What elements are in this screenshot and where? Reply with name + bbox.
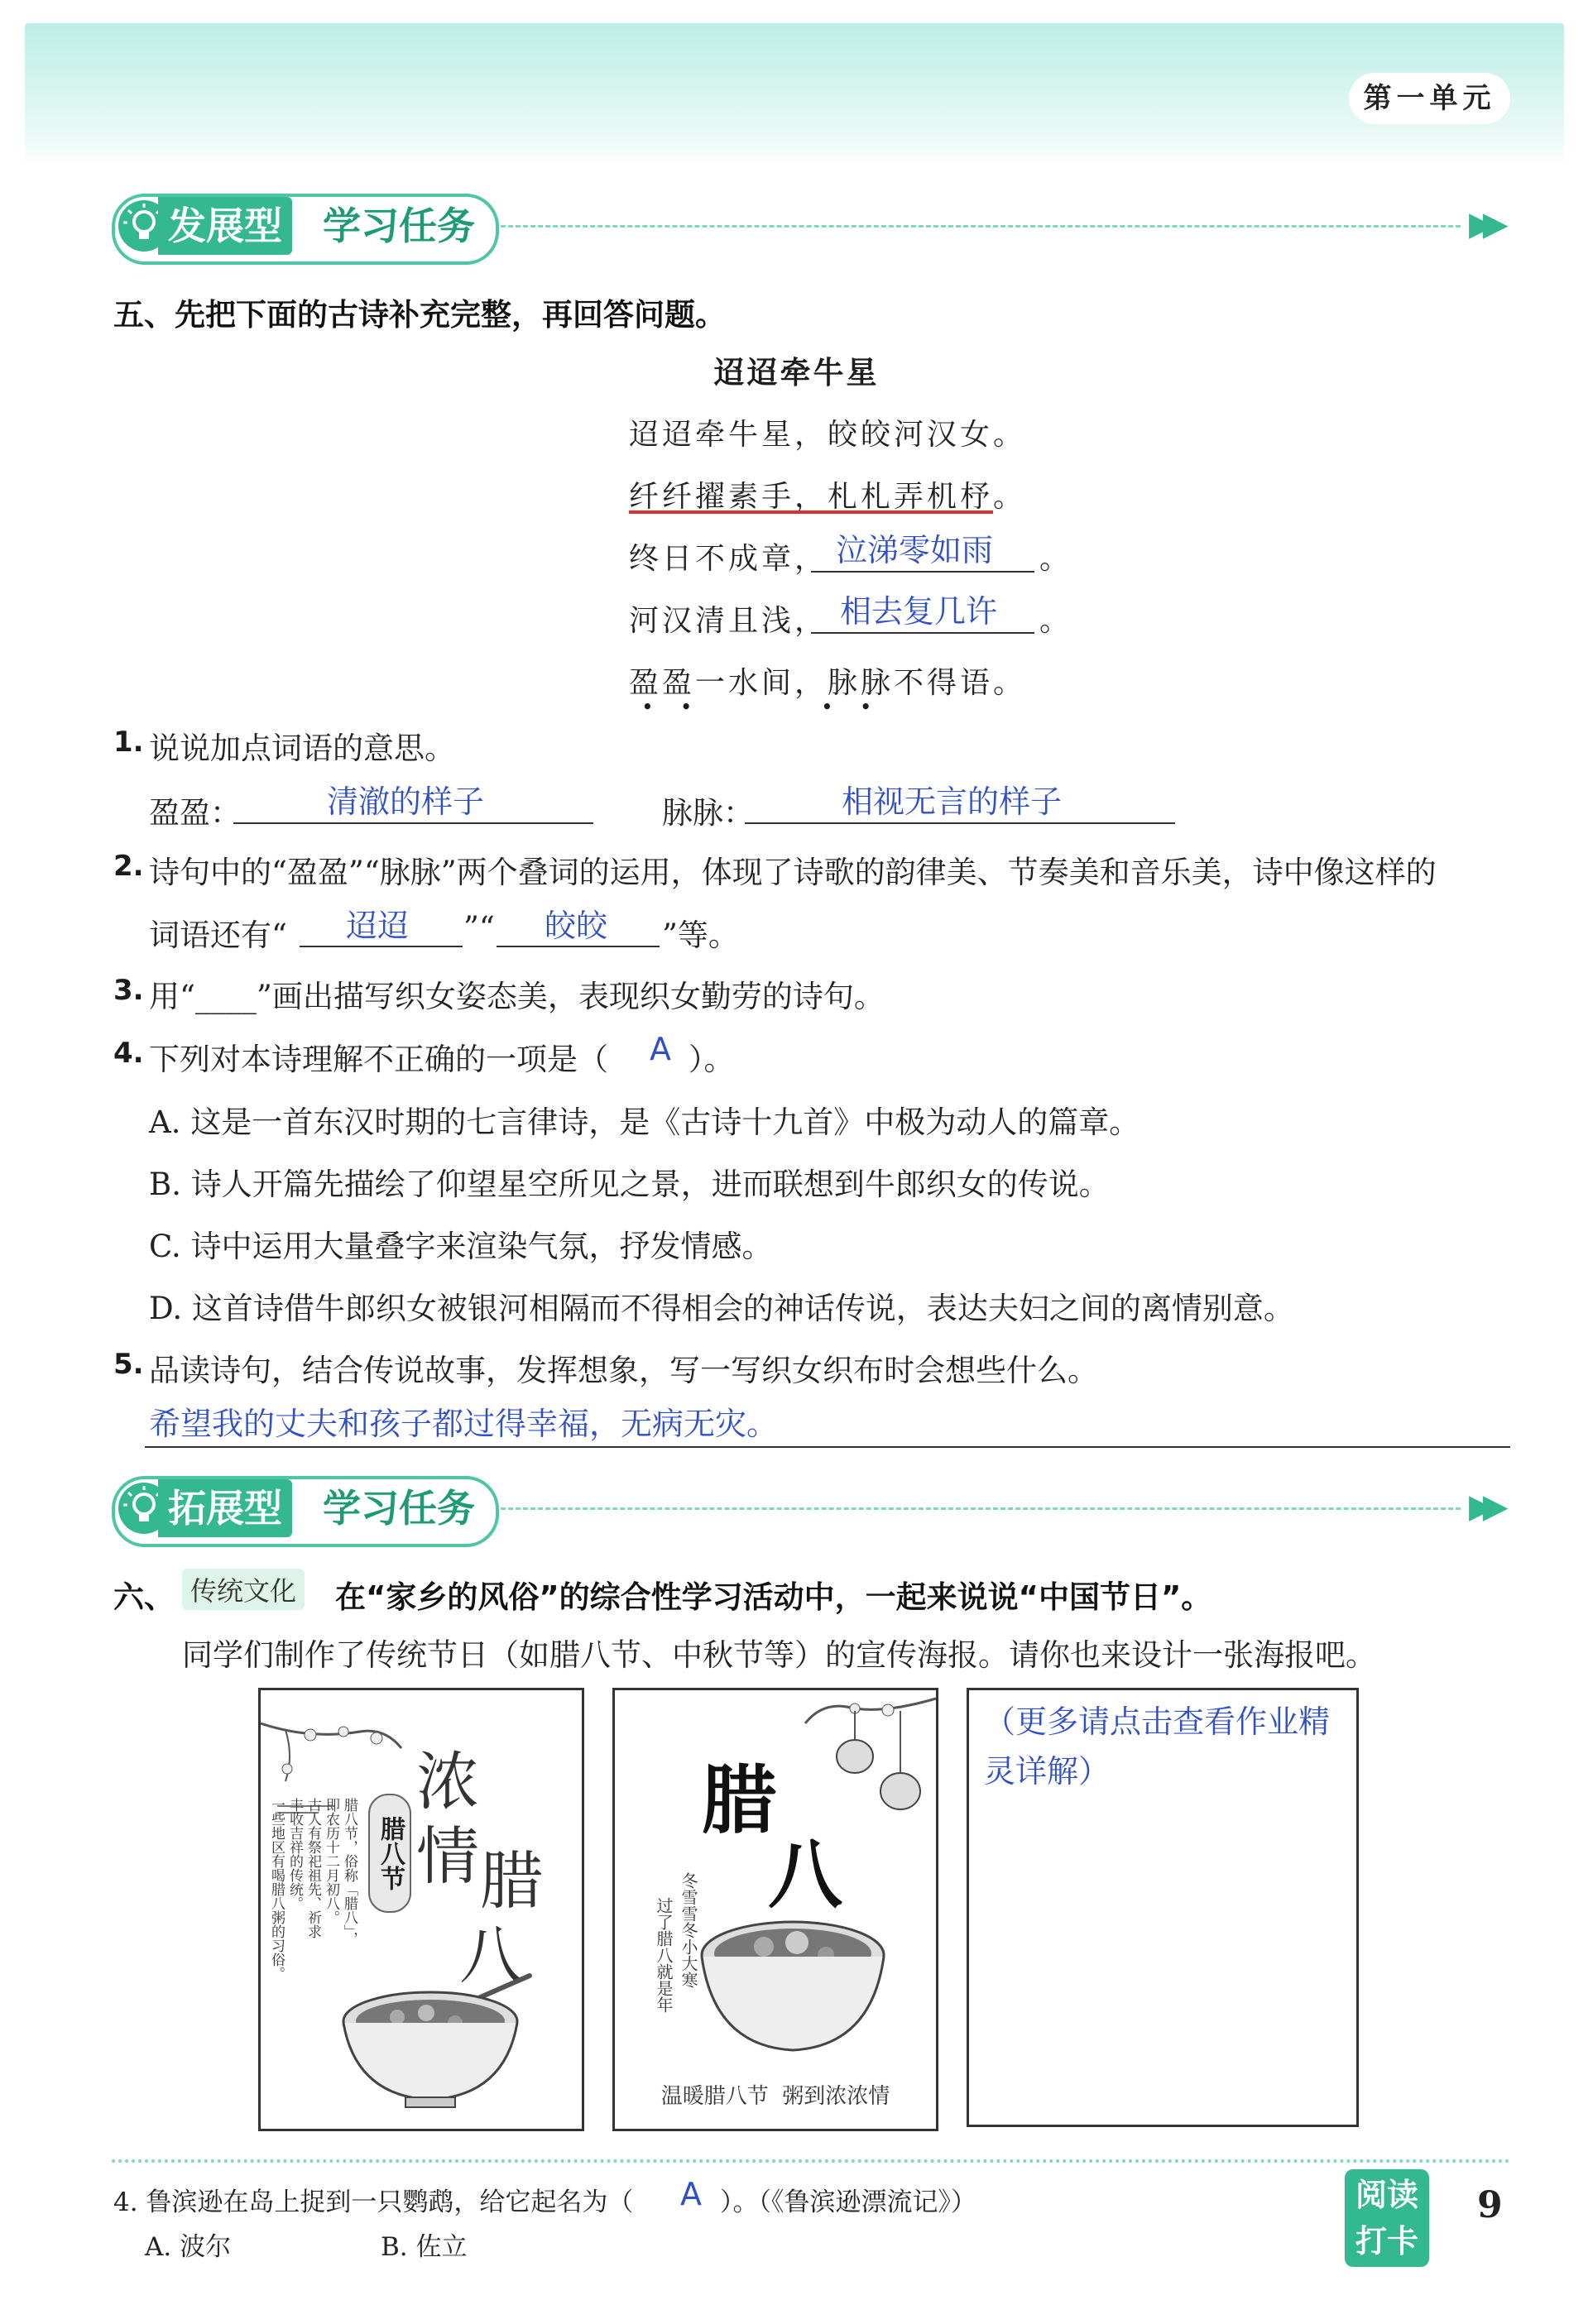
answer-line[interactable] <box>145 1446 1510 1448</box>
answer-blank-yingying[interactable] <box>233 822 593 824</box>
sub-question-4-text-end: ）。 <box>689 1042 735 1077</box>
answer-label-momo: 脉脉： <box>662 795 754 831</box>
sub-question-4-answer: A <box>650 1031 671 1067</box>
section-banner-developmental <box>112 194 1510 258</box>
poem-line-4-blank[interactable] <box>811 632 1034 634</box>
banner-label-secondary: 学习任务 <box>323 204 475 248</box>
question-5-title: 五、先把下面的古诗补充完整，再回答问题。 <box>113 297 726 333</box>
question-6-number: 六、 <box>113 1579 175 1615</box>
footer-option-a: A. 波尔 <box>145 2232 232 2262</box>
poster-1-title-char: 情 <box>416 1819 479 1893</box>
poster-1-text-column: 一些地区有喝腊八粥的习俗。 <box>268 1798 285 1981</box>
poem-line-3-answer: 泣涕零如雨 <box>836 532 994 568</box>
poster-1-text-column: 古人有祭祀祖先、祈求 <box>305 1798 321 1938</box>
poster-2-text-column: 冬雪雪冬小大寒 <box>679 1872 698 1988</box>
poster-1-title-char: 浓 <box>416 1745 479 1818</box>
sub-question-5-text: 品读诗句，结合传说故事，发挥想象，写一写织女织布时会想些什么。 <box>149 1353 1098 1388</box>
poem-line-2: 纤纤擢素手，札札弄机杼。 <box>629 480 1027 514</box>
header-band <box>25 23 1564 168</box>
emphasis-dots: •• <box>822 697 900 716</box>
porridge-bowl-illustration <box>698 1905 888 2063</box>
poster-1-seal: 腊八节 <box>368 1794 411 1913</box>
sub-question-2-text-d: ”等。 <box>662 918 739 953</box>
answer-blank-reduplicated-1[interactable] <box>300 946 463 947</box>
poem-line-3-blank[interactable] <box>811 571 1034 573</box>
banner-dashed-line <box>501 1507 1461 1510</box>
poster-2-title-char: 八 <box>768 1832 842 1919</box>
poem-line-4-prefix: 河汉清且浅， <box>629 604 828 638</box>
answer-reduplicated-1: 迢迢 <box>346 908 410 944</box>
option-d: D. 这首诗借牛郎织女被银河相隔而不得相会的神话传说，表达夫妇之间的离情别意。 <box>149 1291 1294 1326</box>
sub-question-2-text-b: 词语还有“ <box>149 918 287 953</box>
sub-question-5-number: 5. <box>113 1348 144 1381</box>
answer-blank-momo[interactable] <box>745 822 1175 824</box>
sub-question-1-number: 1. <box>113 726 144 759</box>
double-arrow-icon: ▶▶ <box>1469 1488 1497 1526</box>
sub-question-1-text: 说说加点词语的意思。 <box>149 731 455 766</box>
poster-1-title-char: 八 <box>459 1919 522 1992</box>
double-arrow-icon: ▶▶ <box>1469 205 1497 243</box>
sub-question-4-text: 下列对本诗理解不正确的一项是（ <box>149 1042 608 1077</box>
poem-line-4-answer: 相去复几许 <box>840 593 998 630</box>
sample-poster-1 <box>258 1688 584 2131</box>
student-poster-answer: （更多请点击查看作业精灵详解） <box>984 1703 1331 1790</box>
poster-1-text-column: 即农历十二月初八。 <box>323 1798 339 1924</box>
section-banner-extended <box>112 1476 1510 1541</box>
poem-title: 迢迢牵牛星 <box>713 355 880 391</box>
footer-option-b: B. 佐立 <box>381 2232 468 2262</box>
sample-poster-2 <box>612 1688 938 2131</box>
option-b: B. 诗人开篇先描绘了仰望星空所见之景，进而联想到牛郎织女的传说。 <box>149 1167 1110 1202</box>
sub-question-4-number: 4. <box>113 1037 144 1070</box>
footer-question: 4. 鲁滨逊在岛上捉到一只鹦鹉，给它起名为（ <box>113 2187 634 2217</box>
poster-2-text-column: 过了腊八就是年 <box>654 1897 674 2013</box>
poem-line-1: 迢迢牵牛星，皎皎河汉女。 <box>629 418 1027 452</box>
answer-blank-reduplicated-2[interactable] <box>497 946 660 947</box>
poster-1-title-char: 腊 <box>480 1844 543 1918</box>
question-6-title: 在“家乡的风俗”的综合性学习活动中，一起来说说“中国节日”。 <box>335 1579 1212 1615</box>
banner-label-primary: 拓展型 <box>158 1479 292 1537</box>
footer-divider <box>112 2159 1510 2163</box>
sub-question-2-text: 诗句中的“盈盈”“脉脉”两个叠词的运用，体现了诗歌的韵律美、节奏美和音乐美，诗中像这样的 <box>149 855 1437 890</box>
poster-2-title-char: 腊 <box>702 1757 776 1844</box>
option-a: A. 这是一首东汉时期的七言律诗，是《古诗十九首》中极为动人的篇章。 <box>149 1104 1140 1140</box>
traditional-culture-tag: 传统文化 <box>182 1569 305 1610</box>
red-underline <box>629 510 993 514</box>
sub-question-2-number: 2. <box>113 850 144 883</box>
question-6-intro: 同学们制作了传统节日（如腊八节、中秋节等）的宣传海报。请你也来设计一张海报吧。 <box>182 1637 1376 1673</box>
answer-reduplicated-2: 皎皎 <box>545 908 608 944</box>
poem-line-5: 盈盈一水间，脉脉不得语。 <box>629 666 1027 700</box>
poster-1-text-column: 腊八节，俗称「腊八」， <box>341 1798 357 1946</box>
unit-label: 第一单元 <box>1349 73 1510 124</box>
answer-yingying: 清澈的样子 <box>327 783 485 820</box>
poem-line-4-period: 。 <box>1039 604 1073 638</box>
answer-momo: 相视无言的样子 <box>842 783 1063 820</box>
banner-label-secondary: 学习任务 <box>323 1486 475 1531</box>
porridge-bowl-illustration <box>339 1972 538 2112</box>
footer-question-source: ）。（《鲁滨逊漂流记》） <box>720 2187 976 2217</box>
footer-answer: A <box>680 2176 702 2212</box>
poster-1-text-column: 丰收吉祥的传统。 <box>286 1798 303 1910</box>
sub-question-5-answer: 希望我的丈夫和孩子都过得幸福，无病无灾。 <box>149 1406 779 1442</box>
banner-label-primary: 发展型 <box>158 197 292 255</box>
poster-2-footer: 温暖腊八节 粥到浓浓情 <box>660 2084 890 2109</box>
option-c: C. 诗中运用大量叠字来渲染气氛，抒发情感。 <box>149 1229 773 1264</box>
emphasis-dots: •• <box>642 697 720 716</box>
sub-question-3-text: 用“____”画出描写织女姿态美，表现织女勤劳的诗句。 <box>149 979 885 1014</box>
poem-line-3-period: 。 <box>1039 542 1073 576</box>
poem-line-3-prefix: 终日不成章， <box>629 542 828 576</box>
page-number: 9 <box>1477 2184 1503 2226</box>
student-poster-area[interactable] <box>967 1688 1359 2127</box>
reading-checkin-badge: 阅读打卡 <box>1345 2169 1429 2267</box>
sub-question-2-text-c: ”“ <box>463 910 495 946</box>
sub-question-3-number: 3. <box>113 974 144 1007</box>
answer-label-yingying: 盈盈： <box>149 795 241 831</box>
banner-dashed-line <box>501 225 1461 228</box>
